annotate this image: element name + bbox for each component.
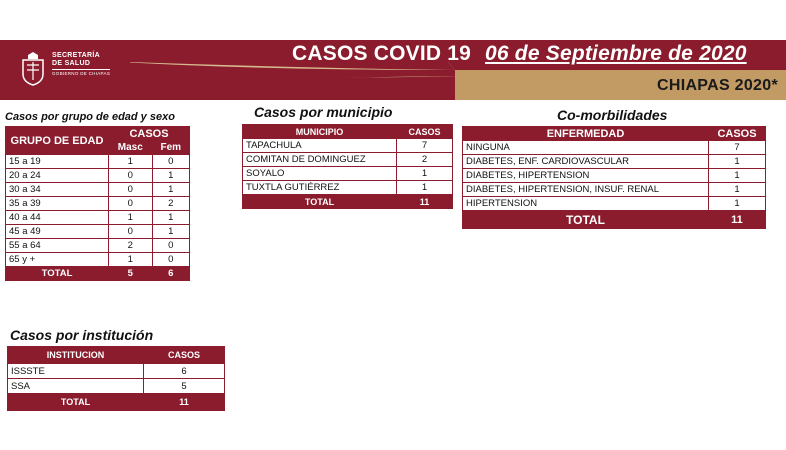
table-row — [6, 253, 190, 267]
cell-grupo: 65 y + — [6, 253, 109, 267]
table-row — [463, 155, 766, 169]
municipio-table — [242, 124, 453, 209]
cell-grupo: 45 a 49 — [6, 225, 109, 239]
cell-masc: 1 — [109, 211, 153, 225]
cell-fem: 0 — [152, 155, 189, 169]
table-row — [243, 167, 453, 181]
total-casos: 11 — [397, 195, 453, 209]
col-casos: CASOS — [109, 127, 190, 141]
institucion-title: Casos por institución — [10, 327, 154, 343]
total-casos: 11 — [709, 211, 766, 229]
col-casos: CASOS — [144, 347, 225, 364]
table-row — [6, 211, 190, 225]
page-title — [292, 42, 747, 68]
municipio-title: Casos por municipio — [254, 104, 393, 120]
cell-fem: 0 — [152, 239, 189, 253]
title-text: CASOS COVID 19 — [292, 42, 472, 65]
cell-casos: 1 — [709, 169, 766, 183]
comorb-table — [462, 126, 766, 229]
table-row — [6, 225, 190, 239]
cell-masc: 0 — [109, 225, 153, 239]
total-label: TOTAL — [243, 195, 397, 209]
cell-casos: 7 — [709, 141, 766, 155]
table-row — [243, 153, 453, 167]
cell-casos: 1 — [709, 197, 766, 211]
cell-enfermedad: DIABETES, HIPERTENSION, INSUF. RENAL — [463, 183, 709, 197]
edad-table — [5, 126, 190, 281]
cell-masc: 0 — [109, 169, 153, 183]
cell-casos: 1 — [397, 181, 453, 195]
table-row — [463, 141, 766, 155]
edad-title: Casos por grupo de edad y sexo — [5, 111, 175, 123]
total-label: TOTAL — [8, 394, 144, 411]
table-row — [6, 239, 190, 253]
table-row — [8, 379, 225, 394]
col-fem: Fem — [152, 141, 189, 155]
table-row — [6, 169, 190, 183]
col-grupo: GRUPO DE EDAD — [6, 127, 109, 155]
cell-grupo: 55 a 64 — [6, 239, 109, 253]
org-line3: GOBIERNO DE CHIAPAS — [52, 71, 111, 76]
col-masc: Masc — [109, 141, 153, 155]
cell-casos: 6 — [144, 364, 225, 379]
table-row — [6, 155, 190, 169]
table-row — [8, 364, 225, 379]
cell-masc: 0 — [109, 183, 153, 197]
cell-enfermedad: HIPERTENSION — [463, 197, 709, 211]
table-row — [463, 183, 766, 197]
org-name — [52, 52, 110, 77]
cell-masc: 1 — [109, 253, 153, 267]
coat-of-arms-icon — [20, 52, 46, 86]
table-row — [243, 139, 453, 153]
total-fem: 6 — [152, 267, 189, 281]
cell-casos: 1 — [397, 167, 453, 181]
cell-municipio: SOYALO — [243, 167, 397, 181]
cell-casos: 1 — [709, 155, 766, 169]
col-casos: CASOS — [397, 125, 453, 139]
table-row — [243, 181, 453, 195]
table-row — [463, 169, 766, 183]
cell-grupo: 35 a 39 — [6, 197, 109, 211]
cell-enfermedad: NINGUNA — [463, 141, 709, 155]
col-enfermedad: ENFERMEDAD — [463, 127, 709, 141]
total-casos: 11 — [144, 394, 225, 411]
cell-masc: 0 — [109, 197, 153, 211]
comorb-title: Co-morbilidades — [557, 107, 668, 123]
cell-fem: 1 — [152, 183, 189, 197]
cell-fem: 1 — [152, 225, 189, 239]
col-institucion: INSTITUCION — [8, 347, 144, 364]
org-line2: DE SALUD — [52, 60, 91, 67]
cell-grupo: 30 a 34 — [6, 183, 109, 197]
cell-grupo: 20 a 24 — [6, 169, 109, 183]
col-municipio: MUNICIPIO — [243, 125, 397, 139]
cell-fem: 1 — [152, 169, 189, 183]
total-label: TOTAL — [463, 211, 709, 229]
cell-grupo: 40 a 44 — [6, 211, 109, 225]
cell-fem: 2 — [152, 197, 189, 211]
cell-casos: 2 — [397, 153, 453, 167]
cell-masc: 1 — [109, 155, 153, 169]
cell-grupo: 15 a 19 — [6, 155, 109, 169]
cell-fem: 1 — [152, 211, 189, 225]
report-date: 06 de Septiembre de 2020 — [485, 42, 747, 65]
table-row — [6, 197, 190, 211]
col-casos: CASOS — [709, 127, 766, 141]
total-row — [6, 267, 190, 281]
cell-casos: 7 — [397, 139, 453, 153]
cell-institucion: ISSSTE — [8, 364, 144, 379]
cell-fem: 0 — [152, 253, 189, 267]
cell-enfermedad: DIABETES, ENF. CARDIOVASCULAR — [463, 155, 709, 169]
institucion-table — [7, 346, 225, 411]
table-row — [6, 183, 190, 197]
cell-institucion: SSA — [8, 379, 144, 394]
org-line1: SECRETARÍA — [52, 52, 100, 59]
cell-casos: 1 — [709, 183, 766, 197]
cell-municipio: TUXTLA GUTIÉRREZ — [243, 181, 397, 195]
cell-masc: 2 — [109, 239, 153, 253]
cell-casos: 5 — [144, 379, 225, 394]
cell-municipio: COMITAN DE DOMINGUEZ — [243, 153, 397, 167]
table-row — [463, 197, 766, 211]
cell-municipio: TAPACHULA — [243, 139, 397, 153]
total-masc: 5 — [109, 267, 153, 281]
total-row — [463, 211, 766, 229]
cell-enfermedad: DIABETES, HIPERTENSION — [463, 169, 709, 183]
total-row — [8, 394, 225, 411]
state-label: CHIAPAS 2020* — [657, 77, 778, 94]
total-label: TOTAL — [6, 267, 109, 281]
total-row — [243, 195, 453, 209]
